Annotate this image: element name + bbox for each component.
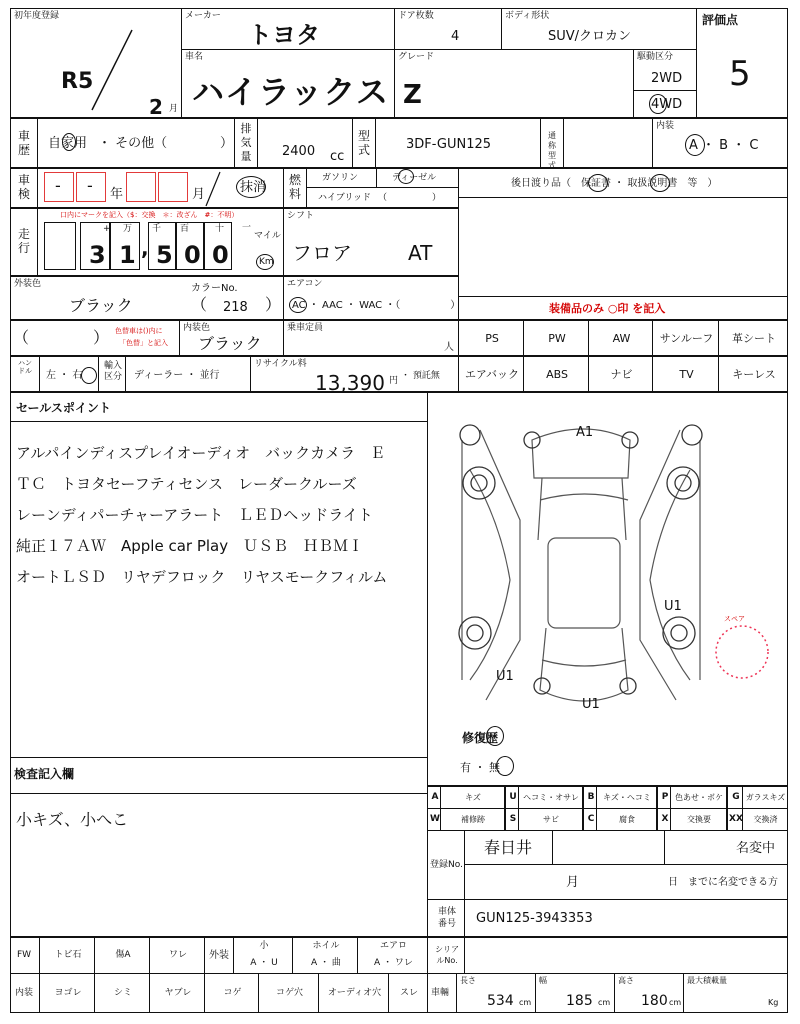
sen-label: 千 [152,224,162,234]
registration-label-cell [427,830,465,900]
length-cell [456,973,536,1013]
registration-cell [427,830,788,900]
int-item-label: ヤブレ [164,988,192,998]
equip-label: 革シート [732,332,776,345]
disp-unit: cc [330,149,345,164]
sales-point-line: アルパインディスプレイオーディオ バックカメラ Ｅ [16,444,386,462]
disp-label: 排気量 [240,122,252,163]
serial-label: シリアルNo. [435,945,459,965]
legend-code: X [661,814,669,824]
mileage-note: 口内にマークを記入（$：交換 ＊：改ざん #：不明） [60,211,239,219]
legend-label: キズ・ヘコミ [603,793,651,802]
size-label-cell [427,973,457,1013]
equip-label: キーレス [732,368,776,381]
shaken-month: 月 [192,187,206,202]
legend-code: C [587,814,595,824]
model-alt-label: 通称型式 [548,131,556,170]
era-year: R5 [61,69,94,94]
maker-label: メーカー [185,11,221,21]
equip-label: ABS [546,368,568,381]
int-item-label: シミ [113,988,132,998]
ext-aero-label: エアロ [379,941,407,951]
legend-label-cell [518,808,583,831]
shaken-dash-2: - [87,176,93,195]
ext-wheel-label: ホイル [312,941,340,951]
mileage-comma: , [141,236,149,260]
equip-item-10 [718,356,788,392]
int-item-label: コゲ穴 [275,988,303,998]
width-label: 幅 [539,976,547,985]
ext-color-label: 外装色 [14,279,42,289]
inspection-label: 検査記入欄 [14,767,75,781]
int-label-cell [10,973,40,1013]
ext-label: 外装 [209,950,229,961]
ext-aero-value: A ・ ワレ [374,958,413,968]
load-unit: Kg [768,998,779,1007]
registration-label: 登録No. [430,860,463,870]
ichi-label: 一 [242,223,252,233]
mark-u1-left: U1 [496,669,514,684]
shift-label: シフト [287,211,315,221]
grade-value: Z [403,80,422,110]
vin-label-cell [427,899,465,937]
digit-4: 0 [184,241,201,269]
legend-code-cell [505,786,519,809]
legend-label-cell [742,808,788,831]
registration-place: 春日井 [484,838,533,857]
int-item [204,973,259,1013]
legend-code: P [661,792,669,802]
mile-label: マイル [254,231,281,241]
ext-small-cell [233,937,293,974]
legend-label-cell [518,786,583,809]
height-label: 高さ [618,976,634,985]
ext-small-label: 小 [259,941,269,951]
score-value: 5 [729,54,751,94]
legend-label-cell [670,808,727,831]
color-no-paren-l: （ [191,295,208,314]
repair-none-circle [496,756,514,776]
int-item [39,973,95,1013]
digit-2: 1 [119,241,136,269]
equip-item-9 [652,356,719,392]
doors-value: 4 [451,29,460,44]
sales-point-line: オートＬＳＤ リヤデフロック リヤスモークフィルム [16,568,388,586]
legend-code: XX [729,814,743,824]
interior-grade: A ・ B ・ C [689,138,759,153]
digit-1: 3 [89,241,106,269]
legend-code: G [732,792,740,802]
legend-label-cell [742,786,788,809]
legend-label-cell [440,808,505,831]
legend-code-cell [583,808,597,831]
recycle-value: 13,390 [315,371,385,395]
length-unit: cm [519,998,532,1007]
inspection-cell [10,757,428,937]
model-value: 3DF-GUN125 [406,137,492,152]
recycle-label: リサイクル料 [254,359,307,369]
hyaku-label: 百 [180,224,190,234]
vin-value: GUN125-3943353 [476,911,593,926]
fuel-label: 燃料 [288,173,301,201]
grade-label: グレード [398,52,435,62]
sales-point-line: レーンディパーチャーアラート ＬＥＤヘッドライト [16,506,373,524]
fuel-hybrid-paren: （ ） [378,193,442,203]
reg-month: 2 [149,95,163,119]
import-label: 輸入区分 [103,361,122,382]
int-item-label: スレ [399,988,418,998]
recolor-paren-l: （ [13,328,30,347]
height-cell [614,973,684,1013]
ext-color-value: ブラック [69,296,133,315]
fw-item [149,937,205,974]
spare-label: スペア [724,615,745,623]
legend-code-cell [727,808,743,831]
mileage-label: 走行 [17,227,30,255]
width-value: 185 [566,993,593,1009]
recolor-note-1: 色替車は()内に [115,327,163,335]
repair-label: 修復歴 [462,731,499,745]
history-private: 自家用 [48,136,88,151]
mark-u1-rear: U1 [582,697,600,712]
int-item [388,973,428,1013]
legend-code-cell [505,808,519,831]
ext-label-cell [204,937,234,974]
legend-code-cell [657,808,671,831]
color-no-label: カラーNo. [191,283,238,294]
handle-label: ハンドル [18,359,32,375]
fw-item [39,937,95,974]
km-label: Km [259,257,274,267]
repair-label-circle [486,726,504,746]
int-item-label: コゲ [223,988,242,998]
legend-code-cell [727,786,743,809]
fw-label: FW [17,950,32,960]
legend-label: 腐食 [619,815,635,824]
serial-cell [427,937,788,974]
shaken-dash-1: - [55,176,61,195]
drive-2wd: 2WD [651,71,683,86]
history-close: ） [220,136,234,151]
capacity-unit: 人 [444,342,454,353]
legend-code: A [431,792,439,802]
length-value: 534 [487,993,514,1009]
legend-label-cell [440,786,505,809]
equip-label: AW [612,332,631,345]
repair-value: 有 ・ 無 [460,761,500,774]
shaken-year: 年 [110,187,124,202]
body-label: ボディ形状 [505,11,550,21]
recycle-deposit: ・ 預託無 [401,371,440,381]
legend-label-cell [670,786,727,809]
history-other: ・ その他（ [98,136,168,151]
capacity-label: 乗車定員 [287,323,324,333]
legend-code: U [509,792,517,802]
digit-3: 5 [156,241,173,269]
handle-value: 左 ・ 右 [46,370,83,381]
registration-day-note: 日 までに名変できる方 [668,877,778,888]
equip-label: ナビ [610,368,633,381]
fw-item [94,937,150,974]
legend-label: 補修跡 [461,815,485,824]
int-label: 内装 [15,988,34,998]
recolor-paren-r: ） [93,328,110,347]
int-item [258,973,319,1013]
legend-code-cell [427,786,441,809]
equip-item-1 [458,320,524,356]
body-value: SUV/クロカン [548,29,632,44]
equip-item-6 [458,356,524,392]
fw-label-cell [10,937,40,974]
fw-item-label: ワレ [168,950,187,960]
int-item [94,973,150,1013]
serial-label-cell [427,937,465,974]
load-label: 最大積載量 [687,976,727,985]
width-unit: cm [598,998,611,1007]
int-color-label: 内装色 [183,323,211,333]
int-item [318,973,389,1013]
legend-label: 色あせ・ボケ [675,793,723,802]
legend-label-cell [596,808,657,831]
legend-label: 交換済 [753,815,778,824]
legend-code: B [587,792,595,802]
maker-value: トヨタ [248,21,320,49]
juu-label: 十 [215,224,225,234]
digit-5: 0 [212,241,229,269]
equip-item-5 [718,320,788,356]
legend-code-cell [657,786,671,809]
shaken-label: 車検 [17,173,30,201]
history-label: 車歴 [17,129,30,157]
man-label: 万 [123,224,133,234]
legend-code: W [430,814,440,824]
color-no-value: 218 [223,300,248,315]
legend-label: ヘコミ・オサレ [523,793,579,802]
car-name-value: ハイラックス [192,73,390,111]
shift-value: フロア [292,241,352,265]
legend-label: 交換要 [687,815,711,824]
month-suffix: 月 [169,104,179,114]
fuel-hybrid: ハイブリッド [318,193,372,203]
recycle-yen: 円 [389,376,399,386]
drive-label: 駆動区分 [637,52,674,62]
name-change: 名変中 [736,841,776,856]
width-cell [535,973,615,1013]
int-color-value: ブラック [198,334,262,353]
equip-label: TV [679,368,694,381]
drive-4wd: 4WD [651,97,683,112]
score-label: 評価点 [702,13,739,27]
fuel-diesel: ディーゼル [392,173,437,183]
equip-label: PW [548,332,566,345]
height-unit: cm [669,998,682,1007]
trans-value: AT [408,241,433,265]
ext-aero-cell [357,937,428,974]
legend-label: ガラスキズ [745,793,786,802]
sales-point-line: 純正１７ＡＷ Apple car Play ＵＳＢ ＨＢＭＩ [16,537,364,555]
equip-item-3 [588,320,653,356]
ac-value: AC ・ AAC ・ WAC ・（ ） [292,300,461,311]
ext-small-value: A ・ U [250,958,278,968]
mileage-digit-1: + 3 [80,222,110,270]
int-item-label: ヨゴレ [54,988,82,998]
fw-item-label: トビ石 [54,950,82,960]
equip-note: 装備品のみ ○印 を記入 [549,302,666,315]
model-label: 型式 [357,129,370,157]
equip-label: エアバック [464,368,520,381]
equip-label: PS [485,332,499,345]
legend-label: サビ [543,815,559,824]
equip-item-7 [523,356,589,392]
legend-label-cell [596,786,657,809]
shaken-unreg: 抹消 [240,180,267,195]
load-cell [683,973,788,1013]
doors-label: ドア枚数 [398,11,434,21]
ext-wheel-value: A ・ 曲 [311,958,341,968]
later-docs: 後日渡り品（ 保証書 ・ 取扱説明書 等 ） [511,178,718,189]
equip-item-2 [523,320,589,356]
fuel-gasoline: ガソリン [322,173,359,183]
sales-points-label: セールスポイント [16,401,111,415]
mark-a1: A1 [576,425,594,440]
recolor-note-2: 「色替」と記入 [119,339,168,347]
ext-wheel-cell [292,937,358,974]
length-label: 長さ [460,976,476,985]
inspection-text: 小キズ、小へこ [16,810,129,829]
size-label: 車輛 [431,988,450,998]
spare-tire [716,626,768,678]
sales-point-line: ＴＣ トヨタセーフティセンス レーダークルーズ [16,475,357,493]
height-value: 180 [641,993,668,1009]
equip-item-8 [588,356,653,392]
car-name-label: 車名 [185,52,204,62]
vin-label: 車体番号 [437,907,456,929]
interior-label: 内装 [656,121,675,131]
fw-item-label: 傷A [115,950,131,960]
first-reg-label: 初年度登録 [14,11,60,21]
ac-label: エアコン [287,279,323,289]
equip-item-4 [652,320,719,356]
legend-code: S [509,814,517,824]
legend-code-cell [583,786,597,809]
disp-value: 2400 [282,144,316,159]
import-value: ディーラー ・ 並行 [134,370,220,381]
legend-label: キズ [465,793,481,802]
inspection-divider [10,793,428,794]
legend-code-cell [427,808,441,831]
registration-month: 月 [566,875,580,890]
mark-u1-right: U1 [664,599,682,614]
equip-label: サンルーフ [659,332,714,345]
int-item [149,973,205,1013]
color-no-paren-r: ） [265,295,282,314]
int-item-label: オーディオ穴 [327,988,382,998]
